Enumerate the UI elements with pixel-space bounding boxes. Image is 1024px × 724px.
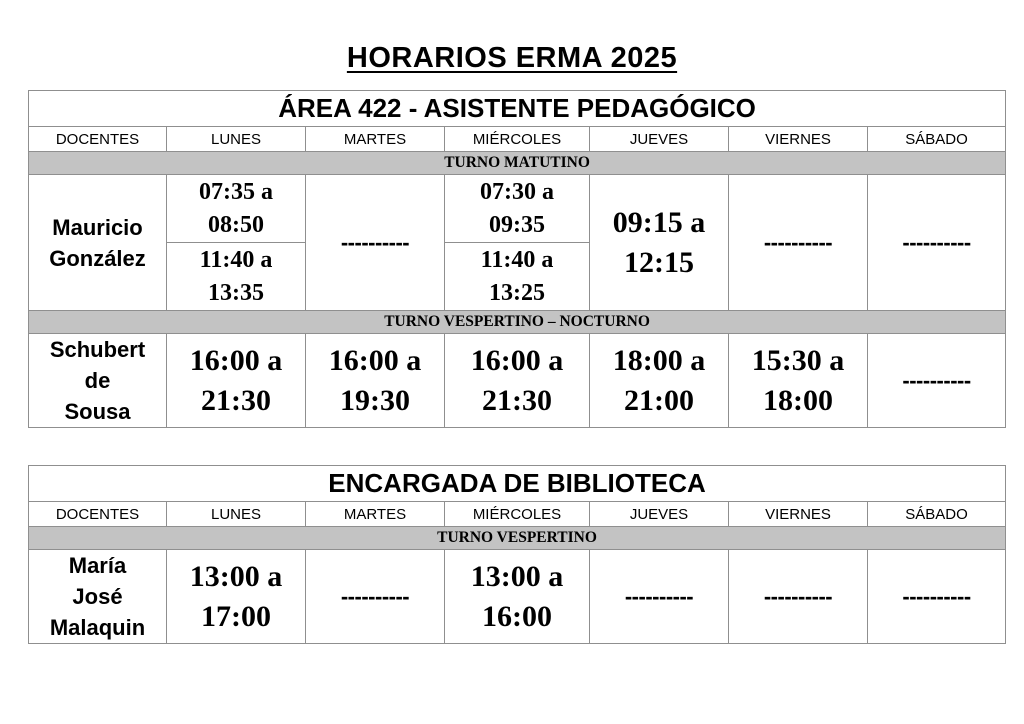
schedule-cell-jueves: 09:15 a 12:15 bbox=[590, 175, 729, 311]
header-row bbox=[29, 127, 1006, 152]
column-header-viernes: VIERNES bbox=[729, 127, 868, 152]
page-title: HORARIOS ERMA 2025 bbox=[346, 42, 678, 74]
column-header-docentes: DOCENTES bbox=[29, 502, 167, 527]
table-title: ÁREA 422 - ASISTENTE PEDAGÓGICO bbox=[29, 91, 1006, 127]
schedule-cell-sabado-empty: ---------- bbox=[868, 175, 1006, 311]
schedule-cell-viernes-empty: ---------- bbox=[729, 550, 868, 644]
table-row bbox=[29, 334, 1006, 428]
schedule-cell-lunes: 11:40 a 13:35 bbox=[167, 243, 306, 311]
shift-label: TURNO VESPERTINO bbox=[29, 527, 1006, 550]
column-header-miercoles: MIÉRCOLES bbox=[445, 502, 590, 527]
teacher-name: Mauricio González bbox=[29, 175, 167, 311]
column-header-martes: MARTES bbox=[306, 502, 445, 527]
schedule-table-biblioteca bbox=[28, 465, 1006, 644]
schedule-cell-miercoles: 13:00 a 16:00 bbox=[445, 550, 590, 644]
column-header-miercoles: MIÉRCOLES bbox=[445, 127, 590, 152]
column-header-sabado: SÁBADO bbox=[868, 502, 1006, 527]
header-row bbox=[29, 502, 1006, 527]
schedule-cell-viernes: 15:30 a 18:00 bbox=[729, 334, 868, 428]
schedule-cell-miercoles: 16:00 a 21:30 bbox=[445, 334, 590, 428]
column-header-jueves: JUEVES bbox=[590, 502, 729, 527]
schedule-cell-lunes: 07:35 a 08:50 bbox=[167, 175, 306, 243]
teacher-name: Schubert de Sousa bbox=[29, 334, 167, 428]
column-header-jueves: JUEVES bbox=[590, 127, 729, 152]
shift-label: TURNO VESPERTINO – NOCTURNO bbox=[29, 311, 1006, 334]
table-row bbox=[29, 175, 1006, 243]
schedule-cell-martes: 16:00 a 19:30 bbox=[306, 334, 445, 428]
schedule-cell-miercoles: 07:30 a 09:35 bbox=[445, 175, 590, 243]
schedule-cell-miercoles: 11:40 a 13:25 bbox=[445, 243, 590, 311]
schedule-cell-martes-empty: ---------- bbox=[306, 175, 445, 311]
schedule-cell-lunes: 13:00 a 17:00 bbox=[167, 550, 306, 644]
column-header-lunes: LUNES bbox=[167, 502, 306, 527]
teacher-name: María José Malaquin bbox=[29, 550, 167, 644]
schedule-cell-lunes: 16:00 a 21:30 bbox=[167, 334, 306, 428]
table-title: ENCARGADA DE BIBLIOTECA bbox=[29, 466, 1006, 502]
schedule-table-area-422 bbox=[28, 90, 1006, 428]
column-header-docentes: DOCENTES bbox=[29, 127, 167, 152]
schedule-cell-sabado-empty: ---------- bbox=[868, 550, 1006, 644]
column-header-lunes: LUNES bbox=[167, 127, 306, 152]
schedule-cell-sabado-empty: ---------- bbox=[868, 334, 1006, 428]
column-header-martes: MARTES bbox=[306, 127, 445, 152]
column-header-viernes: VIERNES bbox=[729, 502, 868, 527]
schedule-cell-jueves: 18:00 a 21:00 bbox=[590, 334, 729, 428]
column-header-sabado: SÁBADO bbox=[868, 127, 1006, 152]
table-row bbox=[29, 550, 1006, 644]
schedule-cell-jueves-empty: ---------- bbox=[590, 550, 729, 644]
schedule-cell-martes-empty: ---------- bbox=[306, 550, 445, 644]
shift-label: TURNO MATUTINO bbox=[29, 152, 1006, 175]
schedule-cell-viernes-empty: ---------- bbox=[729, 175, 868, 311]
